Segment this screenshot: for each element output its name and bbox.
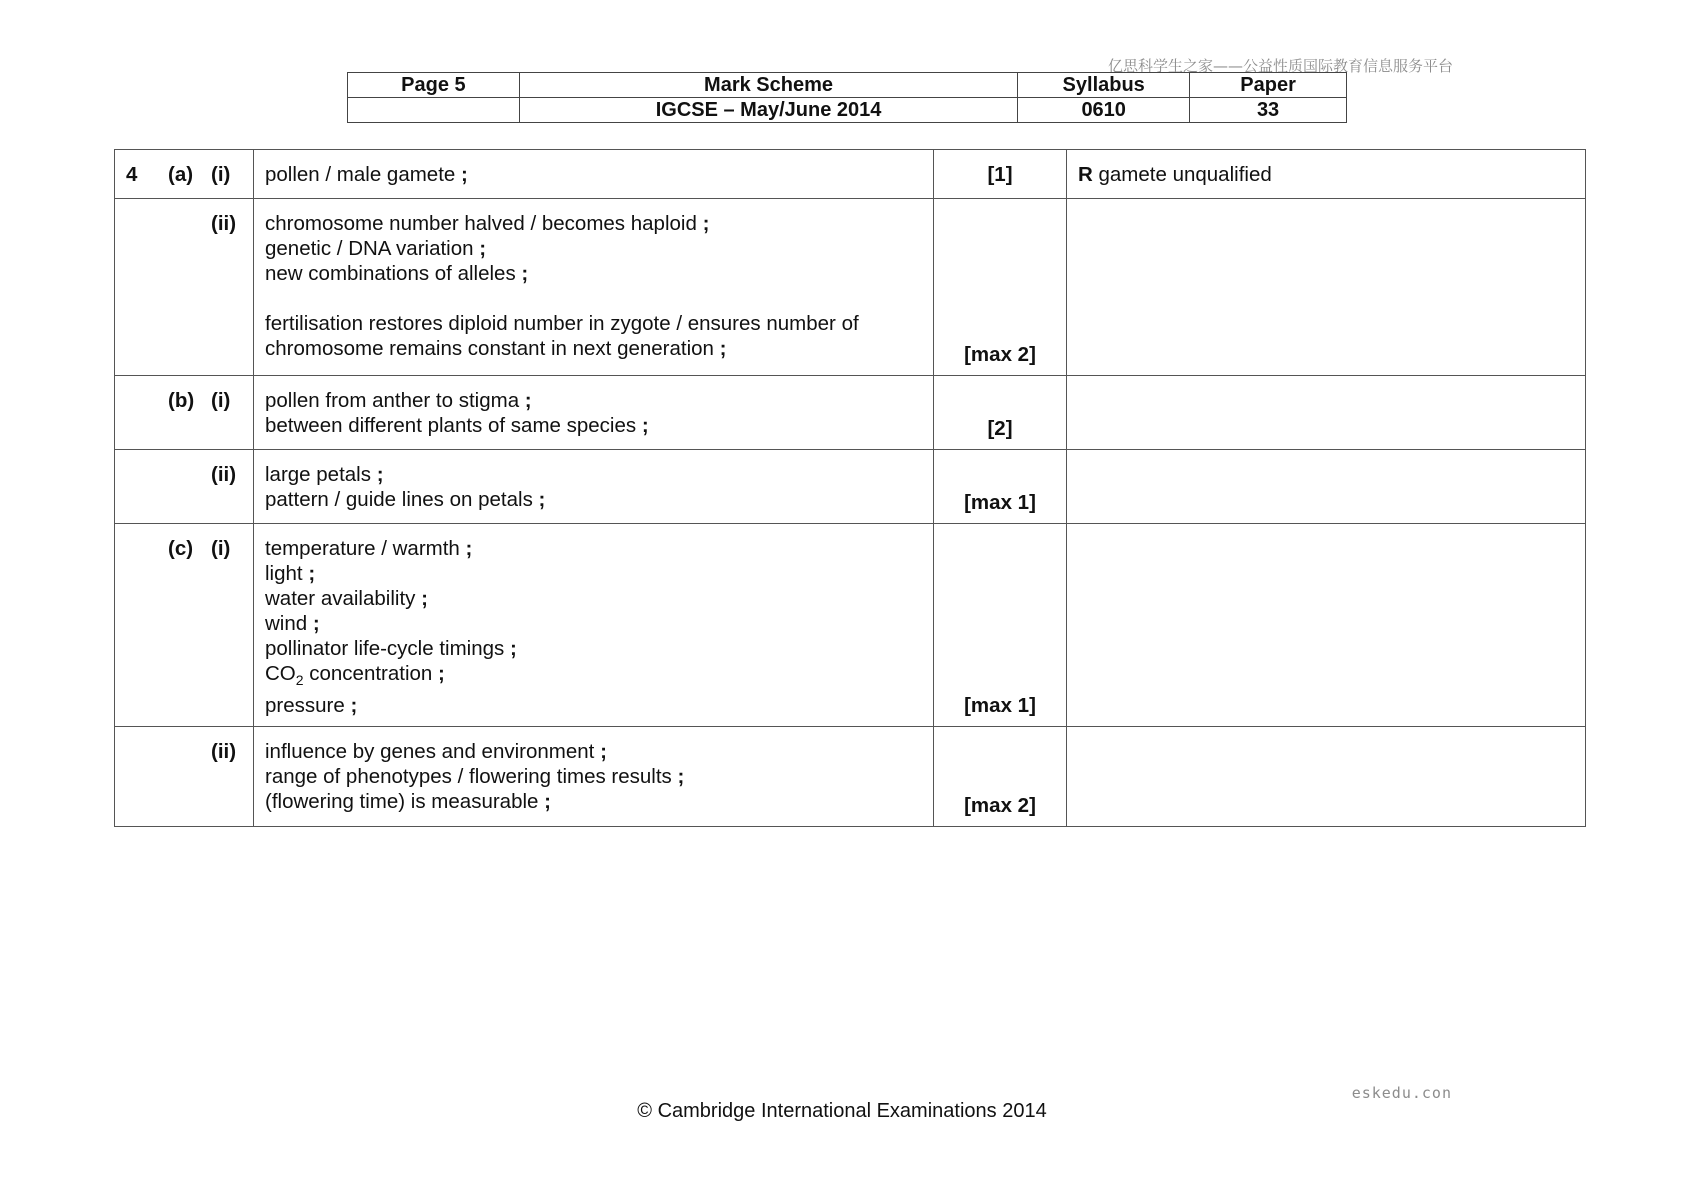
answer-line: chromosome remains constant in next generation ; xyxy=(265,337,727,360)
question-ref xyxy=(115,450,254,524)
guidance-cell xyxy=(1067,524,1586,727)
marks-cell: [2] xyxy=(934,376,1067,450)
answer-line: genetic / DNA variation ; xyxy=(265,237,487,260)
answer-line: (flowering time) is measurable ; xyxy=(265,790,551,814)
answer-cell xyxy=(254,450,934,524)
answer-line: wind ; xyxy=(265,612,320,635)
syllabus-label: Syllabus xyxy=(1018,73,1190,98)
copyright-footer: © Cambridge International Examinations 2014 xyxy=(637,1100,1047,1122)
guidance-cell xyxy=(1067,727,1586,827)
answer-line: range of phenotypes / flowering times results ; xyxy=(265,765,685,789)
answer-line: large petals ; xyxy=(265,463,384,486)
question-part: (b) xyxy=(168,389,195,412)
table-row xyxy=(115,450,1586,524)
answer-line: pattern / guide lines on petals ; xyxy=(265,488,546,511)
table-row xyxy=(115,199,1586,376)
question-subpart: (i) xyxy=(211,389,231,412)
question-subpart: (i) xyxy=(211,537,231,560)
question-ref xyxy=(115,524,254,727)
answer-cell xyxy=(254,150,934,199)
answer-cell xyxy=(254,727,934,827)
question-part: (a) xyxy=(168,163,194,186)
answer-line: pollen / male gamete ; xyxy=(265,163,468,186)
header-table xyxy=(347,72,1347,123)
syllabus-code: 0610 xyxy=(1018,98,1190,123)
answer-line: fertilisation restores diploid number in zygote / ensures number of xyxy=(265,312,859,335)
answer-line: chromosome number halved / becomes haploid ; xyxy=(265,212,710,235)
page-label: Page 5 xyxy=(348,73,520,98)
guidance-text: gamete unqualified xyxy=(1092,163,1272,186)
question-subpart: (ii) xyxy=(211,212,237,235)
question-ref xyxy=(115,727,254,827)
question-ref xyxy=(115,376,254,450)
answer-cell xyxy=(254,376,934,450)
marks-cell: [max 1] xyxy=(934,524,1067,727)
answer-line: new combinations of alleles ; xyxy=(265,262,529,285)
answer-line: between different plants of same species ; xyxy=(265,414,649,437)
answer-cell xyxy=(254,524,934,727)
header-row-2 xyxy=(348,98,1347,123)
reject-marker: R xyxy=(1078,163,1093,186)
question-ref xyxy=(115,150,254,199)
answer-line: pollinator life-cycle timings ; xyxy=(265,637,517,660)
exam-session: IGCSE – May/June 2014 xyxy=(519,98,1017,123)
table-row xyxy=(115,524,1586,727)
paper-number: 33 xyxy=(1190,98,1347,123)
watermark-top: 亿思科学生之家——公益性质国际教育信息服务平台 xyxy=(1107,57,1453,75)
question-subpart: (ii) xyxy=(211,463,237,486)
marks-cell: [1] xyxy=(934,150,1067,199)
answer-cell xyxy=(254,199,934,376)
guidance-cell xyxy=(1067,199,1586,376)
question-number: 4 xyxy=(126,163,138,186)
answer-line: $CO_2$ concentration ; xyxy=(265,662,445,689)
marks-cell: [max 2] xyxy=(934,727,1067,827)
guidance-cell xyxy=(1067,450,1586,524)
answer-line: water availability ; xyxy=(265,587,428,610)
watermark-bottom: eskedu.con xyxy=(1351,1084,1452,1102)
question-ref xyxy=(115,199,254,376)
question-subpart: (i) xyxy=(211,163,231,186)
guidance-cell xyxy=(1067,376,1586,450)
table-row xyxy=(115,150,1586,199)
paper-label: Paper xyxy=(1190,73,1347,98)
answer-line: light ; xyxy=(265,562,316,585)
mark-scheme-table xyxy=(114,149,1586,827)
answer-line: pressure ; xyxy=(265,694,358,718)
empty-cell xyxy=(348,98,520,123)
guidance-cell xyxy=(1067,150,1586,199)
table-row xyxy=(115,727,1586,827)
answer-line: pollen from anther to stigma ; xyxy=(265,389,532,412)
marks-cell: [max 1] xyxy=(934,450,1067,524)
table-row xyxy=(115,376,1586,450)
question-part: (c) xyxy=(168,537,194,560)
marks-cell: [max 2] xyxy=(934,199,1067,376)
question-subpart: (ii) xyxy=(211,740,237,764)
doc-label: Mark Scheme xyxy=(519,73,1017,98)
answer-line: influence by genes and environment ; xyxy=(265,740,607,764)
answer-line: temperature / warmth ; xyxy=(265,537,473,560)
spacer xyxy=(265,286,922,311)
header-row-1 xyxy=(348,73,1347,98)
